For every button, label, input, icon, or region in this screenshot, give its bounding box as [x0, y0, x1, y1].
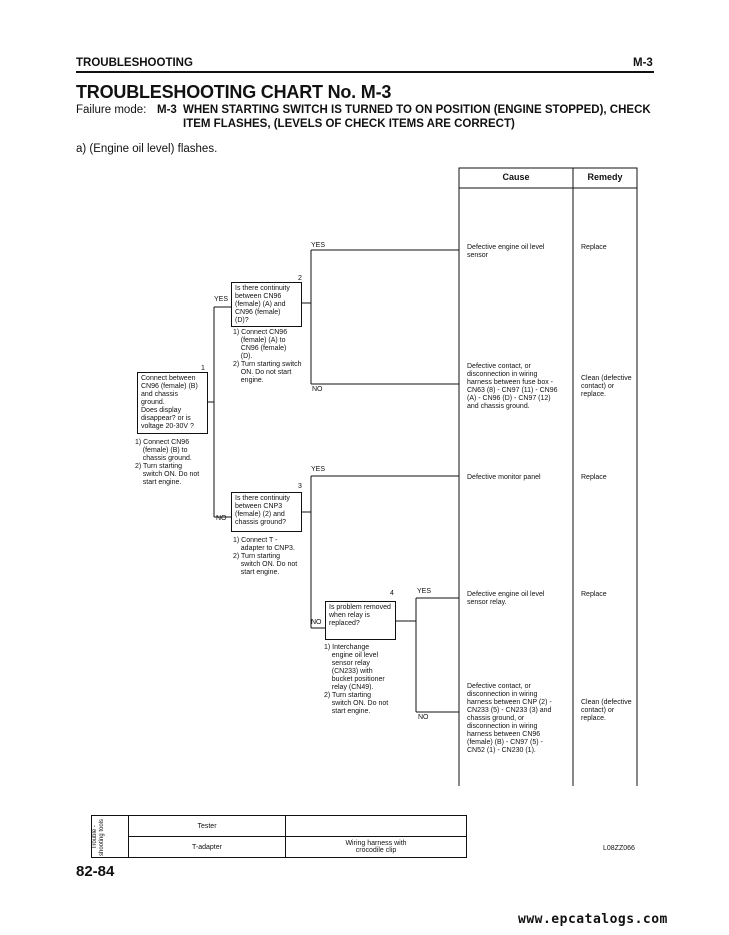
remedy-2: Clean (defective contact) or replace.	[581, 375, 632, 398]
step-2-notes: 1) Connect CN96 (female) (A) to CN96 (female) (D). 2) Turn starting switch ON. Do not start engine.	[233, 329, 302, 384]
failure-mode-code: M-3	[157, 104, 177, 116]
page-number: 82-84	[76, 863, 115, 880]
section-code: M-3	[633, 57, 653, 69]
table-row	[92, 837, 467, 858]
step-2-yes-label: YES	[311, 242, 326, 249]
cause-1: Defective engine oil level sensor	[467, 244, 545, 259]
tools-side-label: Trouble - shooting tools	[92, 817, 105, 856]
tool-cell-empty	[286, 816, 467, 837]
tool-cell-t-adapter: T-adapter	[129, 837, 286, 858]
step-4-question-box: Is problem removed when relay is replaced?	[325, 601, 396, 640]
cause-3: Defective monitor panel	[467, 474, 541, 481]
failure-mode-line-2: ITEM FLASHES, (LEVELS OF CHECK ITEMS ARE CORRECT)	[183, 118, 515, 130]
step-3-yes-label: YES	[311, 466, 326, 473]
step-1-question-box: Connect between CN96 (female) (B) and chassis ground. Does display disappear? or is voltage 20-30V ?	[137, 372, 208, 434]
tool-cell-tester: Tester	[129, 816, 286, 837]
failure-mode-label: Failure mode:	[76, 104, 147, 116]
remedy-1: Replace	[581, 244, 607, 251]
section-header: TROUBLESHOOTING	[76, 57, 193, 69]
step-2-number: 2	[298, 275, 302, 282]
troubleshooting-tools-table	[91, 815, 467, 858]
cause-5: Defective contact, or disconnection in wiring harness between CNP (2) - CN233 (5) - CN233 (3) and chassis ground, or disconnection in wiring harness between CN96 (female) (B) - CN97 (5) - CN52 (1) - CN230 (1).	[467, 683, 552, 754]
step-3-question-box: Is there continuity between CNP3 (female) (2) and chassis ground?	[231, 492, 302, 532]
table-row	[92, 816, 467, 837]
page-title: TROUBLESHOOTING CHART No. M-3	[76, 82, 392, 102]
cause-2: Defective contact, or disconnection in wiring harness between fuse box - CN63 (8) - CN97 (11) - CN96 (A) - CN96 (D) - CN97 (12) and chassis ground.	[467, 363, 558, 410]
step-1-yes-label: YES	[214, 296, 229, 303]
watermark: www.epcatalogs.com	[518, 912, 668, 927]
subtitle: a) (Engine oil level) flashes.	[76, 143, 218, 155]
step-1-no-label: NO	[216, 515, 227, 522]
remedy-3: Replace	[581, 474, 607, 481]
step-1-number: 1	[201, 365, 205, 372]
step-4-number: 4	[390, 590, 394, 597]
step-3-number: 3	[298, 483, 302, 490]
step-4-no-label: NO	[418, 714, 429, 721]
step-4-notes: 1) Interchange engine oil level sensor relay (CN233) with bucket positioner relay (CN49). 2) Turn starting switch ON. Do not start engine.	[324, 644, 389, 715]
cause-column-header: Cause	[502, 172, 530, 182]
remedy-4: Replace	[581, 591, 607, 598]
failure-mode-line-1: WHEN STARTING SWITCH IS TURNED TO ON POSITION (ENGINE STOPPED), CHECK	[183, 104, 651, 116]
step-4-yes-label: YES	[417, 588, 432, 595]
step-3-no-label: NO	[311, 619, 322, 626]
tool-cell-harness: Wiring harness with crocodile clip	[286, 837, 467, 858]
step-1-notes: 1) Connect CN96 (female) (B) to chassis ground. 2) Turn starting switch ON. Do not start engine.	[135, 439, 200, 486]
step-3-notes: 1) Connect T - adapter to CNP3. 2) Turn starting switch ON. Do not start engine.	[233, 537, 298, 576]
step-2-no-label: NO	[312, 386, 323, 393]
remedy-column-header: Remedy	[587, 172, 623, 182]
cause-4: Defective engine oil level sensor relay.	[467, 591, 545, 606]
remedy-5: Clean (defective contact) or replace.	[581, 699, 632, 722]
figure-code: L08ZZ066	[603, 845, 635, 852]
step-2-question-box: Is there continuity between CN96 (female) (A) and CN96 (female) (D)?	[231, 282, 302, 327]
tools-side-label-cell	[92, 816, 129, 858]
